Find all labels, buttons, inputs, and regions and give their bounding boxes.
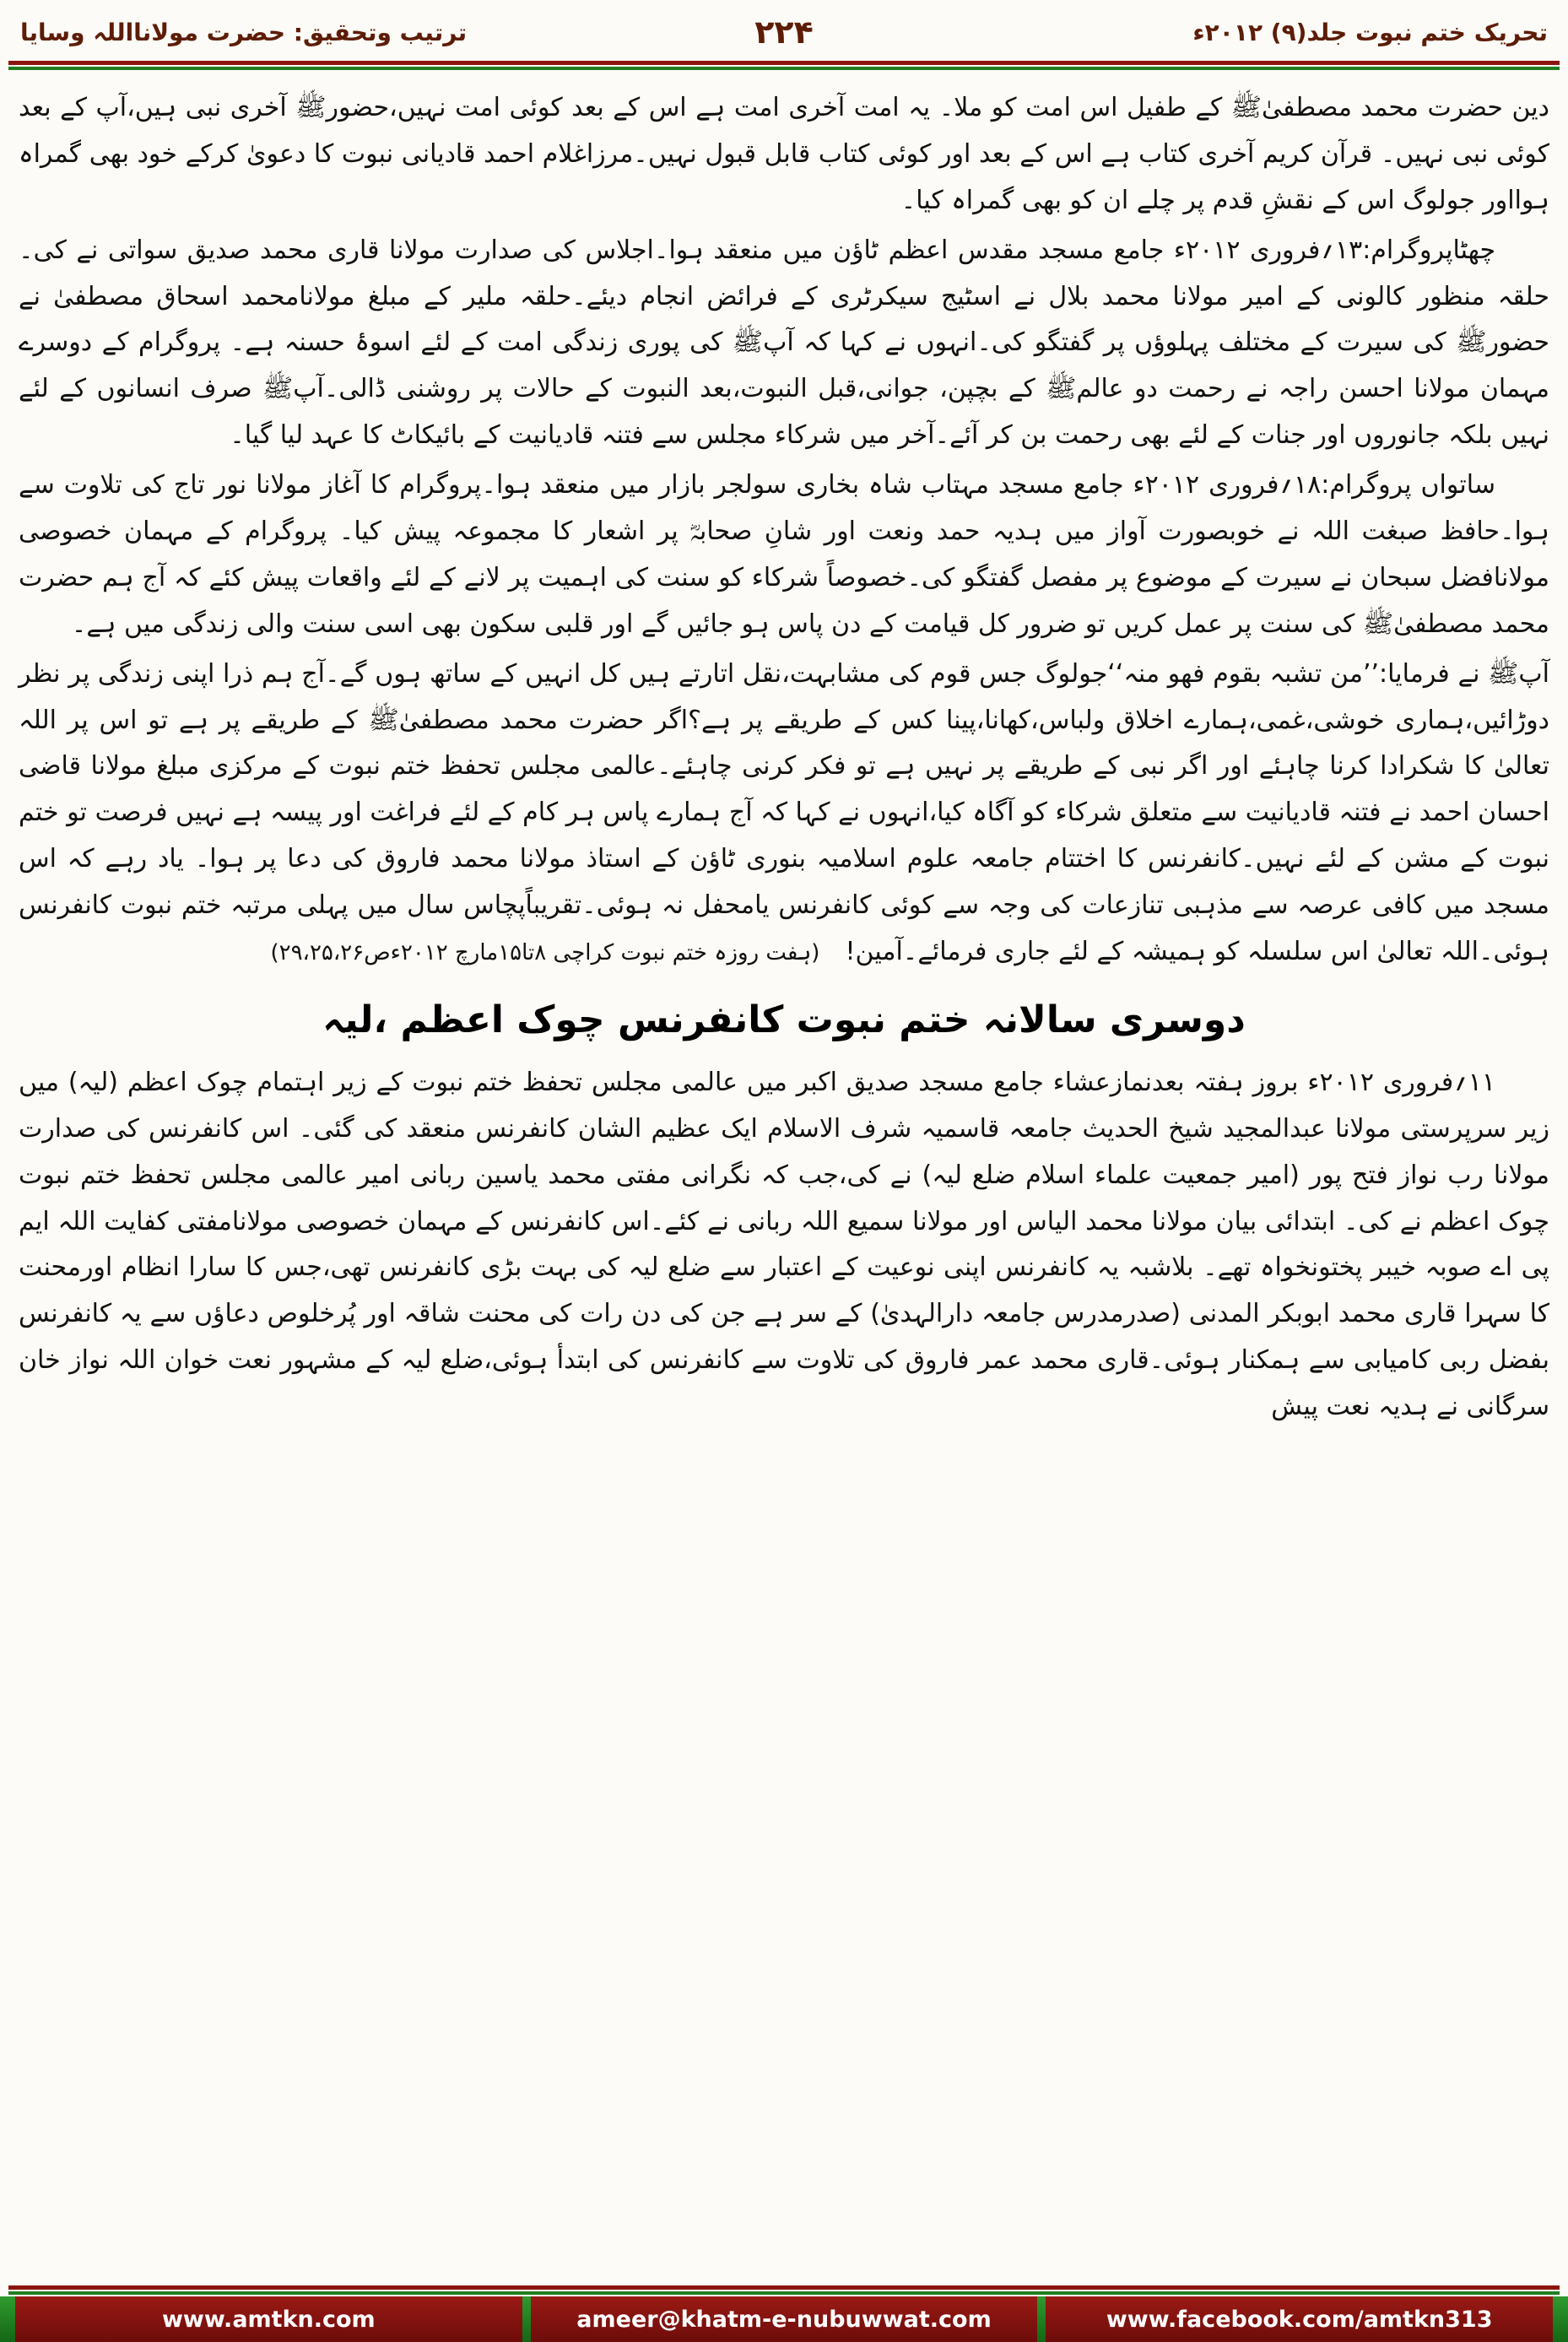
header-divider-red	[8, 61, 1560, 65]
footer-bar	[0, 2296, 1568, 2342]
footer-green-separator	[1037, 2296, 1046, 2342]
paragraph: چھٹاپروگرام:۱۳؍فروری ۲۰۱۲ء جامع مسجد مقدس اعظم ٹاؤن میں منعقد ہوا۔اجلاس کی صدارت مولانا قاری محمد صدیق سواتی نے کی۔حلقہ منظور کالونی کے امیر مولانا محمد بلال نے اسٹیج سیکرٹری کے فرائض انجام دیئے۔حلقہ ملیر کے مبلغ مولانامحمد اسحاق مصطفیٰ نے حضورﷺ کی سیرت کے مختلف پہلوؤں پر گفتگو کی۔انہوں نے کہا کہ آپﷺ کی پوری زندگی امت کے لئے اسوۂ حسنہ ہے۔ پروگرام کے دوسرے مہمان مولانا احسن راجہ نے رحمت دو عالمﷺ کے بچپن، جوانی،قبل النبوت،بعد النبوت کے حالات پر روشنی ڈالی۔آپﷺ صرف انسانوں کے لئے نہیں بلکہ جانوروں اور جنات کے لئے بھی رحمت بن کر آئے۔آخر میں شرکاء مجلس سے فتنہ قادیانیت کے بائیکاٹ کا عہد لیا گیا۔	[19, 235, 1549, 451]
paragraph: دین حضرت محمد مصطفیٰﷺ کے طفیل اس امت کو ملا۔ یہ امت آخری امت ہے اس کے بعد کوئی امت نہیں،حضورﷺ آخری نبی ہیں،آپ کے بعد کوئی نبی نہیں۔ قرآن کریم آخری کتاب ہے اس کے بعد اور کوئی کتاب قابل قبول نہیں۔مرزاغلام احمد قادیانی نبوت کا دعویٰ کرکے خود بھی گمراہ ہوااور جولوگ اس کے نقشِ قدم پر چلے ان کو بھی گمراہ کیا۔	[19, 93, 1549, 215]
footer-email-link[interactable]: ameer@khatm-e-nubuwwat.com	[576, 2306, 992, 2333]
page-number: ۲۲۴	[754, 14, 814, 51]
paragraph: ساتواں پروگرام:۱۸؍فروری ۲۰۱۲ء جامع مسجد مہتاب شاہ بخاری سولجر بازار میں منعقد ہوا۔پروگرام کا آغاز مولانا نور تاج کی تلاوت سے ہوا۔حافظ صبغت اللہ نے خوبصورت آواز میں ہدیہ حمد ونعت اور شانِ صحابہؓ پر اشعار کا مجموعہ پیش کیا۔ پروگرام کے مہمان خصوصی مولانافضل سبحان نے سیرت کے موضوع پر مفصل گفتگو کی۔خصوصاً شرکاء کو سنت کی اہمیت پر لانے کے لئے واقعات پیش کئے کہ آج ہم حضرت محمد مصطفیٰﷺ کی سنت پر عمل کریں تو ضرور کل قیامت کے دن پاس ہو جائیں گے اور قلبی سکون بھی اسی سنت والی زندگی میں ہے۔	[19, 470, 1549, 639]
header-credits: ترتیب وتحقیق: حضرت مولانااللہ وسایا	[20, 18, 468, 46]
footer-green-separator	[522, 2296, 531, 2342]
footer-divider-green	[8, 2291, 1560, 2295]
footer-green-cap-right	[1553, 2296, 1568, 2342]
page-header	[0, 0, 1568, 59]
page-footer	[0, 2285, 1568, 2342]
body-text	[0, 70, 1568, 1431]
footer-website-link[interactable]: www.amtkn.com	[161, 2306, 376, 2333]
footer-divider-red	[8, 2285, 1560, 2290]
citation-reference: (ہفت روزہ ختم نبوت کراچی ۸تا۱۵مارچ ۲۰۱۲ءص۲۹،۲۵،۲۶)	[270, 940, 820, 966]
paragraph-text: آپﷺ نے فرمایا:’’من تشبہ بقوم فھو منہ‘‘جولوگ جس قوم کی مشابہت،نقل اتارتے ہیں کل انہیں کے ساتھ ہوں گے۔آج ہم ذرا اپنی زندگی پر نظر دوڑائیں،ہماری خوشی،غمی،ہمارے اخلاق ولباس،کھانا،پینا کس کے طریقے پر ہے؟اگر حضرت محمد مصطفیٰﷺ کے طریقے پر ہے تو اس پر اللہ تعالیٰ کا شکرادا کرنا چاہئے اور اگر نبی کے طریقے پر نہیں ہے تو فکر کرنی چاہئے۔عالمی مجلس تحفظ ختم نبوت کے مرکزی مبلغ مولانا قاضی احسان احمد نے فتنہ قادیانیت سے متعلق شرکاء کو آگاہ کیا،انہوں نے کہا کہ آج ہمارے پاس ہر کام کے لئے فراغت اور پیسہ ہے نہیں فرصت تو ختم نبوت کے مشن کے لئے نہیں۔کانفرنس کا اختتام جامعہ علوم اسلامیہ بنوری ٹاؤن کے استاذ مولانا محمد فاروق کی دعا پر ہوا۔ یاد رہے کہ اس مسجد میں کافی عرصہ سے مذہبی تنازعات کی وجہ سے کوئی کانفرنس یامحفل نہ ہوئی۔تقریباًپچاس سال میں پہلی مرتبہ ختم نبوت کانفرنس ہوئی۔اللہ تعالیٰ اس سلسلہ کو ہمیشہ کے لئے جاری فرمائے۔آمین!	[19, 658, 1549, 967]
footer-facebook-link[interactable]: www.facebook.com/amtkn313	[1106, 2306, 1493, 2333]
footer-green-cap-left	[0, 2296, 15, 2342]
paragraph	[19, 652, 1549, 976]
header-volume-info: تحریک ختم نبوت جلد(۹) ۲۰۱۲ء	[1192, 18, 1548, 46]
paragraph: ۱۱؍فروری ۲۰۱۲ء بروز ہفتہ بعدنمازعشاء جامع مسجد صدیق اکبر میں عالمی مجلس تحفظ ختم نبوت کے زیر اہتمام چوک اعظم (لیہ) میں زیر سرپرستی مولانا عبدالمجید شیخ الحدیث جامعہ قاسمیہ شرف الاسلام ایک عظیم الشان کانفرنس منعقد کی گئی۔ اس کانفرنس کی صدارت مولانا رب نواز فتح پور (امیر جمعیت علماء اسلام ضلع لیہ) نے کی،جب کہ نگرانی مفتی محمد یاسین ربانی امیر عالمی مجلس تحفظ ختم نبوت چوک اعظم نے کی۔ ابتدائی بیان مولانا محمد الیاس اور مولانا سمیع اللہ ربانی نے کئے۔اس کانفرنس کے مہمان خصوصی مولانامفتی کفایت اللہ ایم پی اے صوبہ خیبر پختونخواہ تھے۔ بلاشبہ یہ کانفرنس اپنی نوعیت کے اعتبار سے ضلع لیہ کی بہت بڑی کانفرنس تھی،جس کا سارا انظام اورمحنت کا سہرا قاری محمد ابوبکر المدنی (صدرمدرس جامعہ دارالہدیٰ) کے سر ہے جن کی دن رات کی محنت شاقہ اور پُرخلوص دعاؤں سے یہ کانفرنس بفضل ربی کامیابی سے ہمکنار ہوئی۔قاری محمد عمر فاروق کی تلاوت سے کانفرنس کی ابتدأ ہوئی،ضلع لیہ کے مشہور نعت خوان اللہ نواز خان سرگانی نے ہدیہ نعت پیش	[19, 1067, 1549, 1422]
section-heading: دوسری سالانہ ختم نبوت کانفرنس چوک اعظم ،لیہ	[322, 998, 1246, 1041]
